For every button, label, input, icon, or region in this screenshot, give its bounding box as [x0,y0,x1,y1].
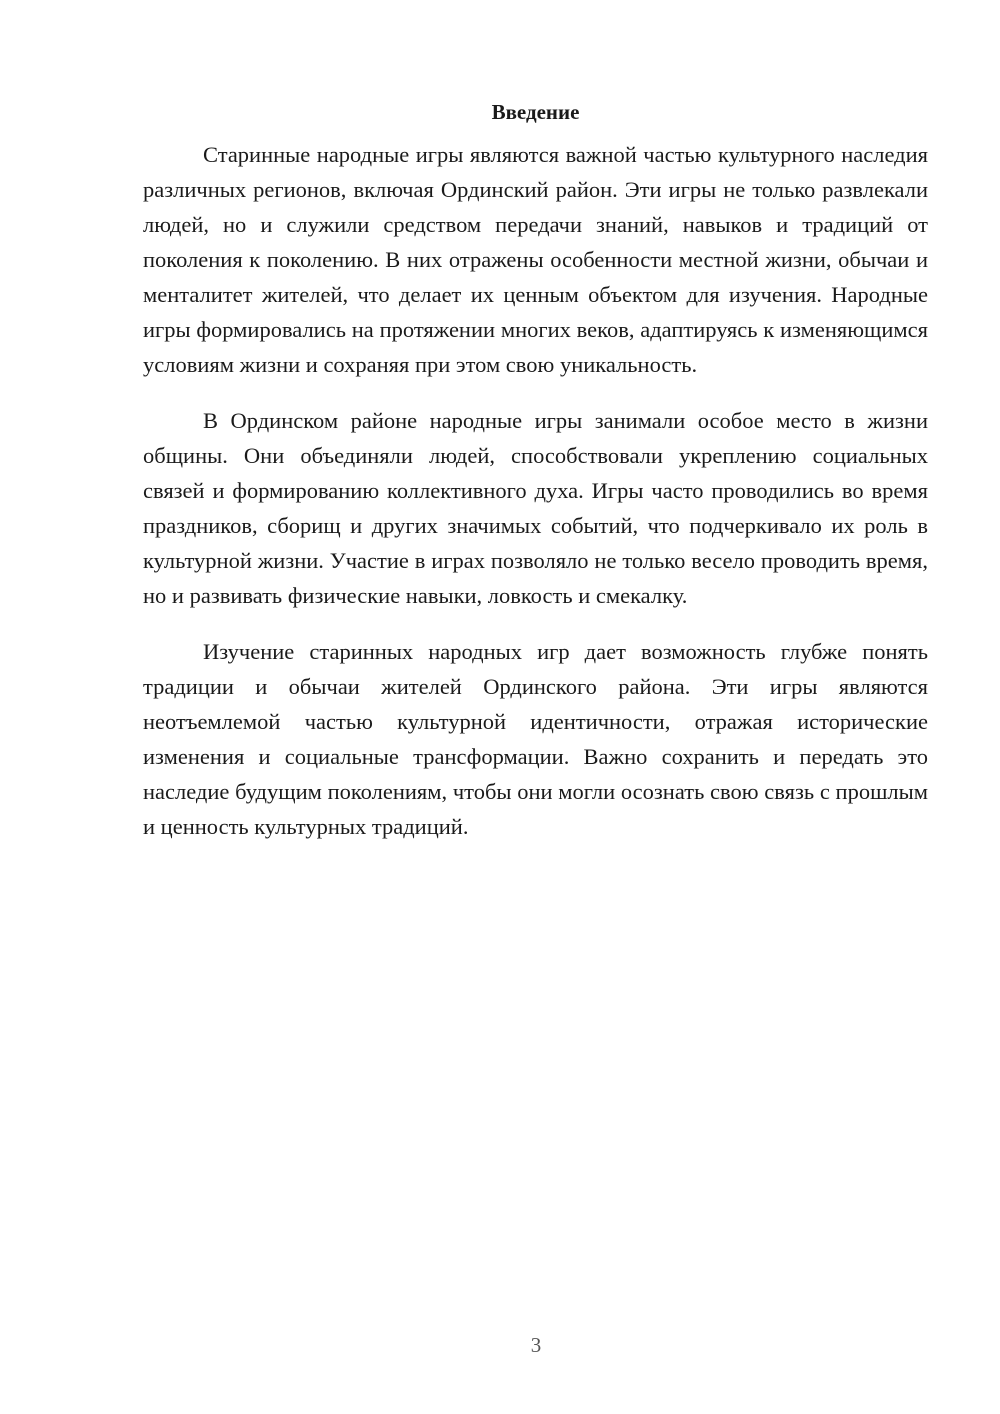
paragraph-2: В Ординском районе народные игры занимали особое место в жизни общины. Они объединяли людей, способствовали укреплению социальных связей и формированию коллективного духа. Игры часто проводились во время праздников, сборищ и других значимых событий, что подчеркивало их роль в культурной жизни. Участие в играх позволяло не только весело проводить время, но и развивать физические навыки, ловкость и смекалку. [143,408,928,608]
page-number: 3 [530,1333,542,1357]
page-content [143,95,928,865]
paragraph-3: Изучение старинных народных игр дает возможность глубже понять традиции и обычаи жителей Ординского района. Эти игры являются неотъемлемой частью культурной идентичности, отражая исторические изменения и социальные трансформации. Важно сохранить и передать это наследие будущим поколениям, чтобы они могли осознать свою связь с прошлым и ценность культурных традиций. [143,639,928,839]
section-title: Введение [491,100,580,124]
paragraph-1: Старинные народные игры являются важной частью культурного наследия различных регионов, включая Ординский район. Эти игры не только развлекали людей, но и служили средством передачи знаний, навыков и традиций от поколения к поколению. В них отражены особенности местной жизни, обычаи и менталитет жителей, что делает их ценным объектом для изучения. Народные игры формировались на протяжении многих веков, адаптируясь к изменяющимся условиям жизни и сохраняя при этом свою уникальность. [143,142,928,377]
